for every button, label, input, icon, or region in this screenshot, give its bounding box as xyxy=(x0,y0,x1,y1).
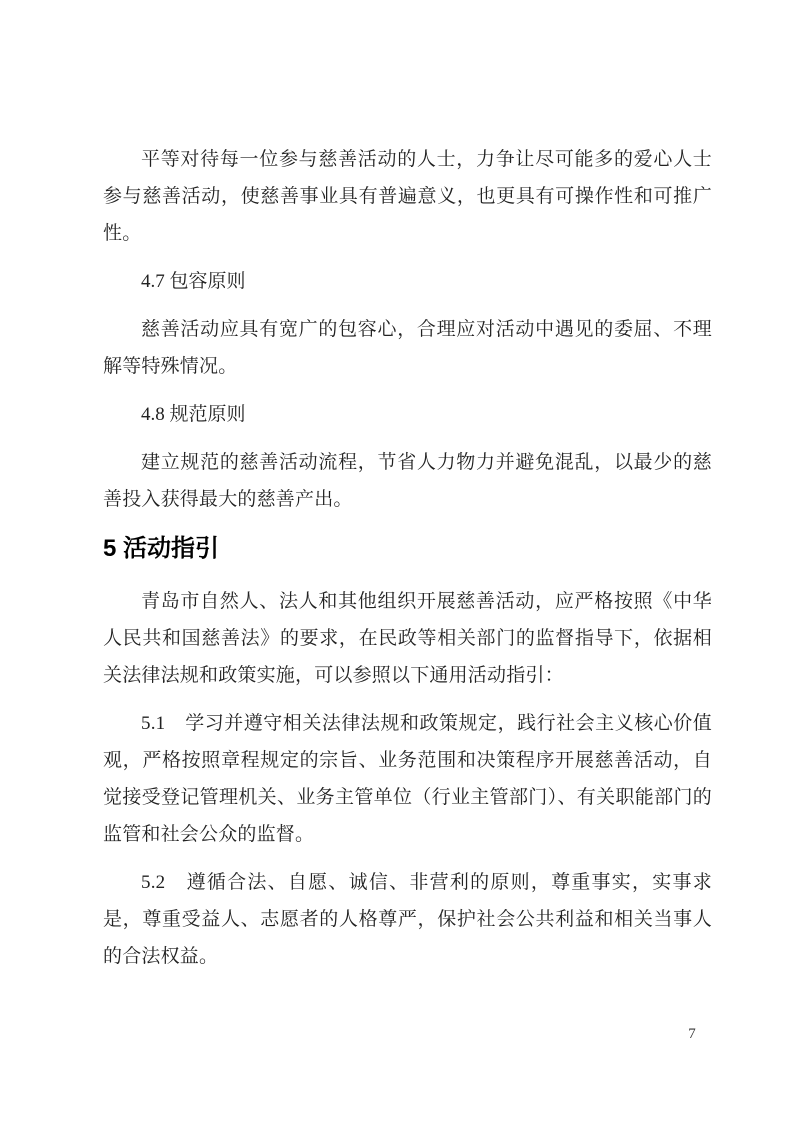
paragraph-equality-principle: 平等对待每一位参与慈善活动的人士，力争让尽可能多的爱心人士参与慈善活动，使慈善事业具有普遍意义，也更具有可操作性和可推广性。 xyxy=(103,149,712,244)
paragraph-5-1-laws-and-regulations: 5.1 学习并遵守相关法律法规和政策规定，践行社会主义核心价值观，严格按照章程规定的宗旨、业务范围和决策程序开展慈善活动，自觉接受登记管理机关、业务主管单位（行业主管部门）、有关职能部门的监管和社会公众的监督。 xyxy=(103,713,712,845)
paragraph-guidelines-intro: 青岛市自然人、法人和其他组织开展慈善活动，应严格按照《中华人民共和国慈善法》的要求，在民政等相关部门的监督指导下，依据相关法律法规和政策实施，可以参照以下通用活动指引： xyxy=(103,591,712,686)
paragraph-5-2-principles: 5.2 遵循合法、自愿、诚信、非营利的原则，尊重事实，实事求是，尊重受益人、志愿者的人格尊严，保护社会公共利益和相关当事人的合法权益。 xyxy=(103,872,712,967)
paragraph-inclusiveness-principle: 慈善活动应具有宽广的包容心，合理应对活动中遇见的委屈、不理解等特殊情况。 xyxy=(103,319,712,377)
heading-4-8-standardization-principle: 4.8 规范原则 xyxy=(141,404,246,425)
page-number: 7 xyxy=(688,1026,696,1042)
heading-5-activity-guidelines: 5 活动指引 xyxy=(103,535,220,562)
heading-4-7-inclusiveness-principle: 4.7 包容原则 xyxy=(141,271,246,292)
document-body xyxy=(103,141,712,986)
paragraph-standardization-principle: 建立规范的慈善活动流程，节省人力物力并避免混乱，以最少的慈善投入获得最大的慈善产出。 xyxy=(103,452,712,510)
